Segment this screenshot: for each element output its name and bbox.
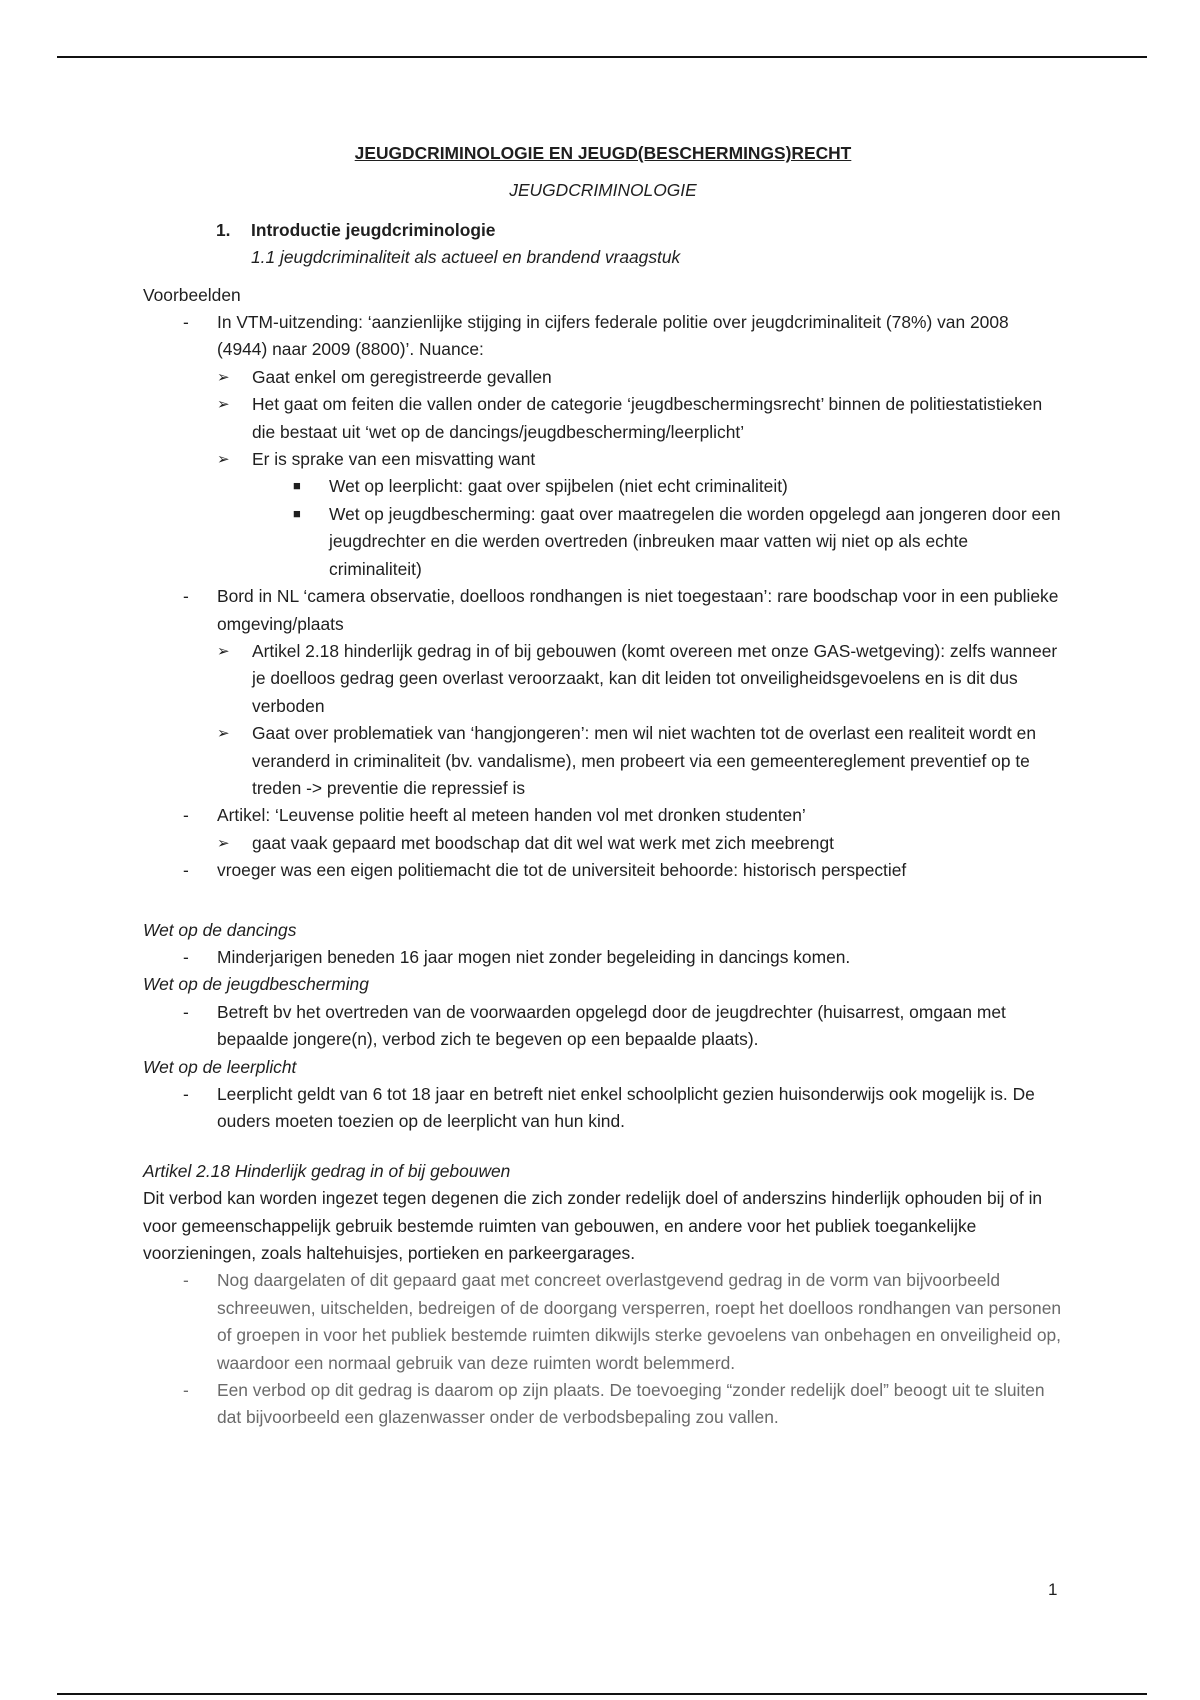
sub-sub-list-item: ■ Wet op leerplicht: gaat over spijbelen (niet echt criminaliteit) <box>143 473 1063 500</box>
arrow-bullet-icon: ➢ <box>217 396 230 414</box>
list-item: - Minderjarigen beneden 16 jaar mogen niet zonder begeleiding in dancings komen. <box>143 944 1063 971</box>
list-item: - Een verbod op dit gedrag is daarom op zijn plaats. De toevoeging “zonder redelijk doel” beoogt uit te sluiten dat bijvoorbeeld een glazenwasser onder de verbodsbepaling zou vallen. <box>143 1377 1063 1432</box>
dash-bullet: - <box>183 805 189 826</box>
leerplicht-heading: Wet op de leerplicht <box>143 1056 297 1077</box>
list-item: - Bord in NL ‘camera observatie, doelloos rondhangen is niet toegestaan’: rare boodschap voor in een publieke omgeving/plaats <box>143 583 1063 638</box>
list-item: - Artikel: ‘Leuvense politie heeft al meteen handen vol met dronken studenten’ <box>143 802 1063 829</box>
sub-list-item: ➢ Gaat over problematiek van ‘hangjongeren’: men wil niet wachten tot de overlast een realiteit wordt en veranderd in criminaliteit (bv. vandalisme), men probeert via een gemeentereglement preventief op te treden -> preventie die repressief is <box>143 720 1063 802</box>
list-item: - Betreft bv het overtreden van de voorwaarden opgelegd door de jeugdrechter (huisarrest, omgaan met bepaalde jongere(n), verbod zich te begeven op een bepaalde plaats). <box>143 999 1063 1054</box>
jeugdbescherming-heading: Wet op de jeugdbescherming <box>143 974 369 995</box>
dash-bullet: - <box>183 1270 189 1291</box>
page-number: 1 <box>1048 1580 1058 1599</box>
art218-paragraph: Dit verbod kan worden ingezet tegen degenen die zich zonder redelijk doel of anderszins hinderlijk ophouden bij of in voor gemeenschappelijk gebruik bestemde ruimten van gebouwen, en andere voor het publiek toegankelijke voorzieningen, zoals haltehuisjes, portieken en parkeergarages. <box>143 1188 1043 1264</box>
document-title: JEUGDCRIMINOLOGIE EN JEUGD(BESCHERMINGS)RECHT <box>354 143 852 163</box>
art218-heading: Artikel 2.18 Hinderlijk gedrag in of bij gebouwen <box>143 1160 511 1181</box>
section-heading: 1.1 jeugdcriminaliteit als actueel en brandend vraagstuk <box>251 247 681 268</box>
top-rule <box>57 56 1147 58</box>
sub-list-item: ➢ Artikel 2.18 hinderlijk gedrag in of bij gebouwen (komt overeen met onze GAS-wetgeving): zelfs wanneer je doelloos gedrag geen overlast veroorzaakt, kan dit leiden tot onveiligheidsgevoelens en is dit dus verboden <box>143 638 1063 720</box>
square-bullet-icon: ■ <box>293 478 301 494</box>
sub-list-item: ➢ Gaat enkel om geregistreerde gevallen <box>143 364 1063 391</box>
sub-list-item: ➢ Er is sprake van een misvatting want <box>143 446 1063 473</box>
document-page <box>143 140 1063 1432</box>
arrow-bullet-icon: ➢ <box>217 834 230 852</box>
dash-bullet: - <box>183 1380 189 1401</box>
chapter-title: Introductie jeugdcriminologie <box>251 219 496 240</box>
arrow-bullet-icon: ➢ <box>217 642 230 660</box>
sub-list-item: ➢ Het gaat om feiten die vallen onder de categorie ‘jeugdbeschermingsrecht’ binnen de politiestatistieken die bestaat uit ‘wet op de dancings/jeugdbescherming/leerplicht’ <box>143 391 1063 446</box>
dash-bullet: - <box>183 586 189 607</box>
square-bullet-icon: ■ <box>293 505 301 521</box>
dancings-heading: Wet op de dancings <box>143 919 297 940</box>
arrow-bullet-icon: ➢ <box>217 451 230 469</box>
list-item: - Leerplicht geldt van 6 tot 18 jaar en betreft niet enkel schoolplicht gezien huisonderwijs ook mogelijk is. De ouders moeten toezien op de leerplicht van hun kind. <box>143 1081 1063 1136</box>
chapter-number: 1. <box>216 219 231 240</box>
list-item: - vroeger was een eigen politiemacht die tot de universiteit behoorde: historisch perspectief <box>143 857 1063 884</box>
dash-bullet: - <box>183 860 189 881</box>
dash-bullet: - <box>183 1001 189 1022</box>
document-subtitle: JEUGDCRIMINOLOGIE <box>509 180 697 201</box>
arrow-bullet-icon: ➢ <box>217 725 230 743</box>
sub-list-item: ➢ gaat vaak gepaard met boodschap dat dit wel wat werk met zich meebrengt <box>143 830 1063 857</box>
dash-bullet: - <box>183 1084 189 1104</box>
dash-bullet: - <box>183 312 189 333</box>
sub-sub-list-item: ■ Wet op jeugdbescherming: gaat over maatregelen die worden opgelegd aan jongeren door een jeugdrechter en die werden overtreden (inbreuken maar vatten wij niet op als echte criminaliteit) <box>143 501 1063 583</box>
list-item: - In VTM-uitzending: ‘aanzienlijke stijging in cijfers federale politie over jeugdcriminaliteit (78%) van 2008 (4944) naar 2009 (8800)’. Nuance: <box>143 309 1063 364</box>
voorbeelden-heading: Voorbeelden <box>143 284 241 305</box>
list-item: - Nog daargelaten of dit gepaard gaat met concreet overlastgevend gedrag in de vorm van bijvoorbeeld schreeuwen, uitschelden, bedreigen of de doorgang versperren, roept het doelloos rondhangen van personen of groepen in voor het publiek bestemde ruimten dikwijls sterke gevoelens van onbehagen en onveiligheid op, waardoor een normaal gebruik van deze ruimten wordt belemmerd. <box>143 1267 1063 1377</box>
bottom-rule <box>57 1693 1147 1695</box>
chapter-heading <box>143 217 1063 244</box>
arrow-bullet-icon: ➢ <box>217 368 230 386</box>
dash-bullet: - <box>183 946 189 967</box>
